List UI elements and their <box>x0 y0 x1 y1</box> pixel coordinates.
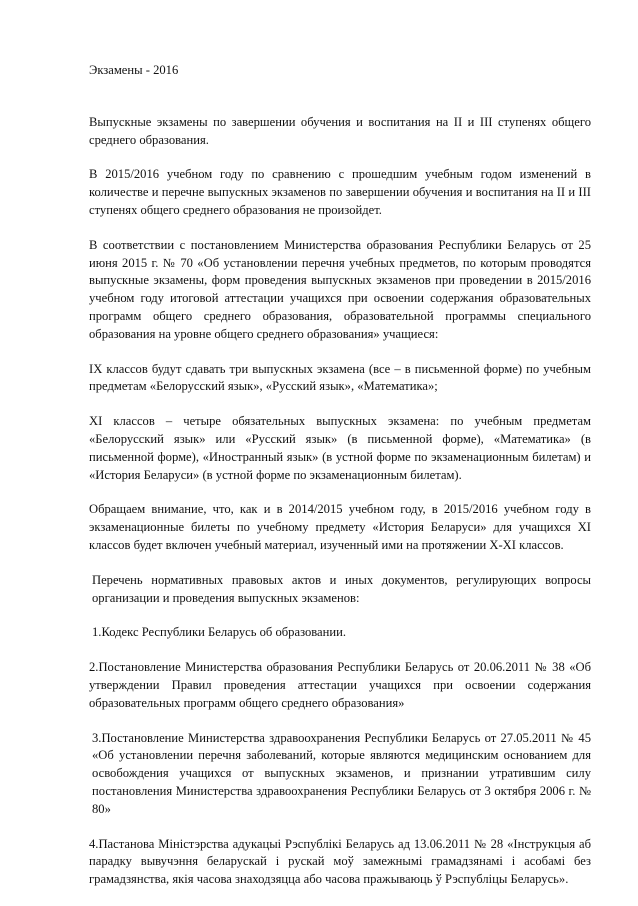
document-page <box>89 62 591 906</box>
no-changes-paragraph: В 2015/2016 учебном году по сравнению с прошедшим учебным годом изменений в количестве и перечне выпускных экзаменов по завершении обучения и воспитания на II и III ступенях общего среднего образования не произойдет. <box>89 167 591 217</box>
intro-paragraph: Выпускные экзамены по завершении обучения и воспитания на II и III ступенях общего среднего образования. <box>89 114 591 147</box>
grade-11-paragraph: XI классов – четыре обязательных выпускных экзамена: по учебным предметам «Белорусский язык» или «Русский язык» (в письменной форме), «Математика» (в письменной форме), «Иностранный язык» (в устной форме по экзаменационным билетам) и «История Беларуси» (в устной форме по экзаменационным билетам). <box>89 414 591 482</box>
regulation-item-1: 1.Кодекс Республики Беларусь об образовании. <box>92 625 347 640</box>
regulation-item-3: 3.Постановление Министерства здравоохранения Республики Беларусь от 27.05.2011 № 45 «Об установлении перечня заболеваний, которые являются медицинским основанием для освобождения учащихся от выпускных экзаменов, и признании утратившим силу постановления Министерства здравоохранения Республики Беларусь от 3 октября 2006 г. № 80» <box>92 730 591 816</box>
regulations-intro-paragraph: Перечень нормативных правовых актов и иных документов, регулирующих вопросы организации и проведения выпускных экзаменов: <box>92 572 591 605</box>
grade-9-paragraph: IX классов будут сдавать три выпускных экзамена (все – в письменной форме) по учебным предметам «Белорусский язык», «Русский язык», «Математика»; <box>89 361 591 394</box>
history-exam-paragraph: Обращаем внимание, что, как и в 2014/2015 учебном году, в 2015/2016 учебном году в экзаменационные билеты по учебному предмету «История Беларуси» для учащихся XI классов будет включен учебный материал, изученный ими на протяжении X-XI классов. <box>89 502 591 552</box>
resolution-paragraph: В соответствии с постановлением Министерства образования Республики Беларусь от 25 июня 2015 г. № 70 «Об установлении перечня учебных предметов, по которым проводятся выпускные экзамены, форм проведения выпускных экзаменов при проведении в 2015/2016 учебном году итоговой аттестации учащихся при освоении содержания образовательных программ общего среднего образования, образовательной программы специального образования на уровне общего среднего образования» учащиеся: <box>89 237 591 341</box>
regulation-item-2: 2.Постановление Министерства образования Республики Беларусь от 20.06.2011 № 38 «Об утверждении Правил проведения аттестации учащихся при освоении содержания образовательных программ общего среднего образования» <box>89 660 591 710</box>
document-title: Экзамены - 2016 <box>89 63 179 77</box>
regulation-item-4: 4.Пастанова Міністэрства адукацыі Рэспублікі Беларусь ад 13.06.2011 № 28 «Інструкцыя аб парадку вывучэння беларускай і рускай моў замежнымі грамадзянамі і асобамі без грамадзянства, якія часова знаходзяцца або часова пражываюць ў Рэспубліцы Беларусь». <box>89 836 591 887</box>
